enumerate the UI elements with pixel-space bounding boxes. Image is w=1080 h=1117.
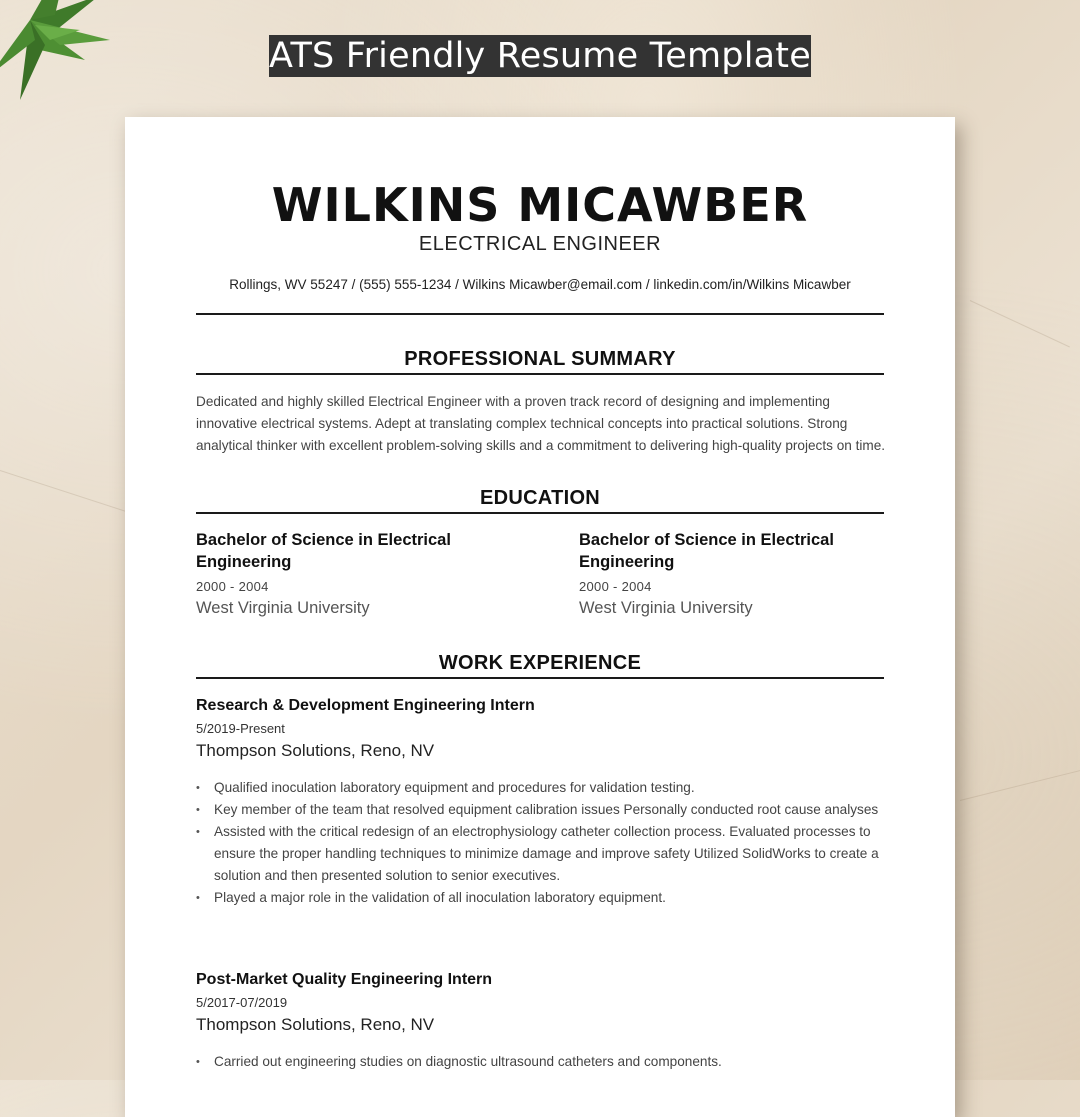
job-company: Thompson Solutions, Reno, NV xyxy=(196,741,435,760)
marble-vein xyxy=(0,470,133,514)
education-entry xyxy=(579,529,879,619)
job-bullet-list xyxy=(196,777,886,909)
job-dates: 5/2017-07/2019 xyxy=(196,995,288,1010)
education-degree: Bachelor of Science in Electrical Engineering xyxy=(196,531,451,571)
job-entry xyxy=(196,695,886,909)
header-divider xyxy=(196,313,884,315)
education-divider xyxy=(196,512,884,514)
job-bullet: • Carried out engineering studies on diagnostic ultrasound catheters and components. xyxy=(196,1051,886,1073)
education-school: West Virginia University xyxy=(579,599,753,617)
education-years: 2000 - 2004 xyxy=(196,579,269,594)
experience-heading: WORK EXPERIENCE xyxy=(438,652,642,674)
job-title: Research & Development Engineering Intern xyxy=(196,697,535,714)
job-bullet: • Qualified inoculation laboratory equipment and procedures for validation testing. xyxy=(196,777,886,799)
job-bullet-list xyxy=(196,1051,886,1073)
job-title: Post-Market Quality Engineering Intern xyxy=(196,971,493,988)
job-bullet: • Assisted with the critical redesign of an electrophysiology catheter collection process. Evaluated processes to ensure the proper handling techniques to minimize damage and improve safety Utilized SolidWorks to create a solution and then presented solution to senior executives. xyxy=(196,821,886,887)
job-bullet: • Played a major role in the validation of all inoculation laboratory equipment. xyxy=(196,887,886,909)
education-heading: EDUCATION xyxy=(479,487,601,509)
resume-job-title: ELECTRICAL ENGINEER xyxy=(418,233,662,255)
job-dates: 5/2019-Present xyxy=(196,721,285,736)
job-company: Thompson Solutions, Reno, NV xyxy=(196,1015,435,1034)
education-degree: Bachelor of Science in Electrical Engineering xyxy=(579,531,834,571)
contact-info: Rollings, WV 55247 / (555) 555-1234 / Wilkins Micawber@email.com / linkedin.com/in/Wilkins Micawber xyxy=(229,277,851,292)
job-entry xyxy=(196,969,886,1073)
experience-divider xyxy=(196,677,884,679)
summary-text: Dedicated and highly skilled Electrical Engineer with a proven track record of designing and implementing innovative electrical systems. Adept at translating complex technical concepts into practical solutions. Strong analytical thinker with excellent problem-solving skills and a commitment to delivering high-quality projects on time. xyxy=(196,394,886,453)
page-banner-title: ATS Friendly Resume Template xyxy=(269,36,811,76)
summary-divider xyxy=(196,373,884,375)
plant-decoration-icon xyxy=(0,0,140,130)
marble-vein xyxy=(970,300,1070,347)
job-bullet: • Key member of the team that resolved equipment calibration issues Personally conducted root cause analyses xyxy=(196,799,886,821)
resume-name: WILKINS MICAWBER xyxy=(271,178,809,232)
education-years: 2000 - 2004 xyxy=(579,579,652,594)
summary-heading: PROFESSIONAL SUMMARY xyxy=(404,348,676,370)
education-school: West Virginia University xyxy=(196,599,370,617)
resume-page xyxy=(125,117,955,1117)
education-entry xyxy=(196,529,496,619)
marble-vein xyxy=(960,769,1080,801)
